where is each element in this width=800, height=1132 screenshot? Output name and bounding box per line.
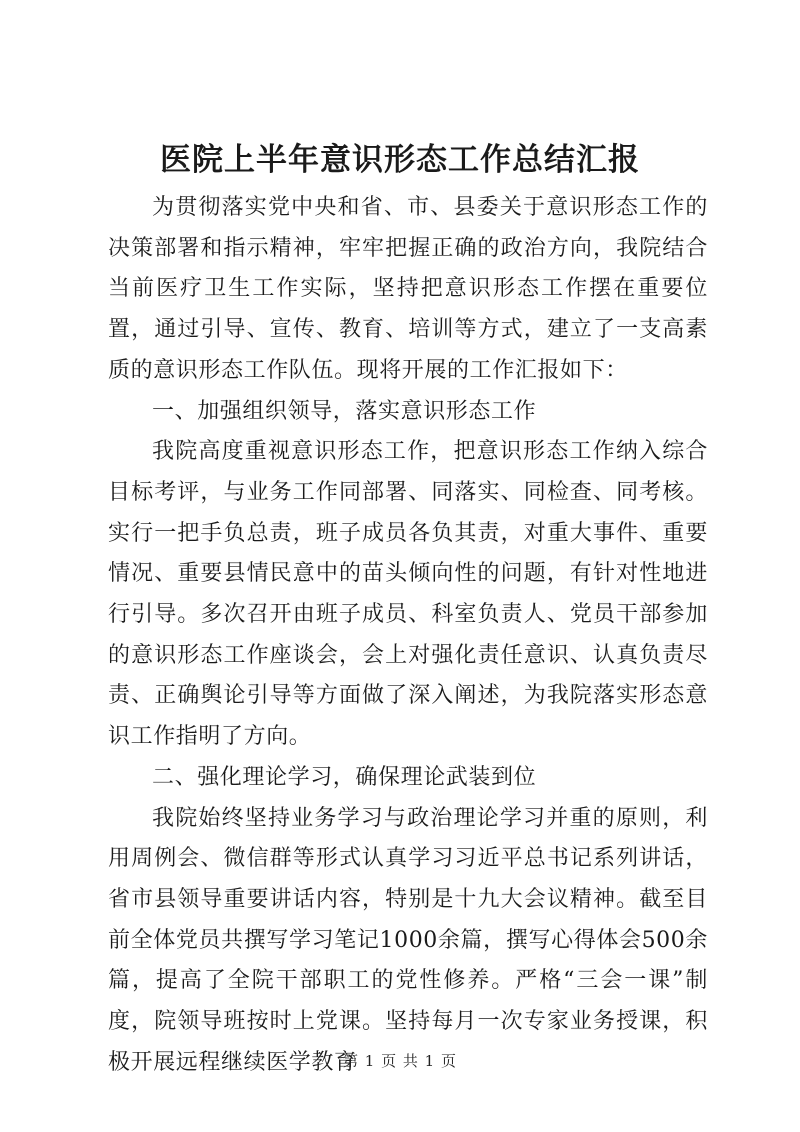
section-2-paragraph: 我院始终坚持业务学习与政治理论学习并重的原则，利用周例会、微信群等形式认真学习习近平总书记系列讲话，省市县领导重要讲话内容，特别是十九大会议精神。截至目前全体党员共撰写学习笔记1000余篇，撰写心得体会500余篇，提高了全院干部职工的党性修养。严格“三会一课”制度，院领导班按时上党课。坚持每月一次专家业务授课，积极开展远程继续医学教育 <box>108 805 708 1075</box>
page-footer: 第 1 页 共 1 页 <box>343 1052 457 1070</box>
document-title: 医院上半年意识形态工作总结汇报 <box>160 142 640 178</box>
document-body <box>108 188 708 1083</box>
section-heading-1: 一、加强组织领导，落实意识形态工作 <box>152 398 537 424</box>
section-heading-2: 二、强化理论学习，确保理论武装到位 <box>152 764 537 790</box>
section-1-paragraph: 我院高度重视意识形态工作，把意识形态工作纳入综合目标考评，与业务工作同部署、同落实、同检查、同考核。实行一把手负总责，班子成员各负其责，对重大事件、重要情况、重要县情民意中的苗头倾向性的问题，有针对性地进行引导。多次召开由班子成员、科室负责人、党员干部参加的意识形态工作座谈会，会上对强化责任意识、认真负责尽责、正确舆论引导等方面做了深入阐述，为我院落实形态意识工作指明了方向。 <box>108 439 708 750</box>
intro-paragraph: 为贯彻落实党中央和省、市、县委关于意识形态工作的决策部署和指示精神，牢牢把握正确的政治方向，我院结合当前医疗卫生工作实际，坚持把意识形态工作摆在重要位置，通过引导、宣传、教育、培训等方式，建立了一支高素质的意识形态工作队伍。现将开展的工作汇报如下： <box>108 195 708 383</box>
